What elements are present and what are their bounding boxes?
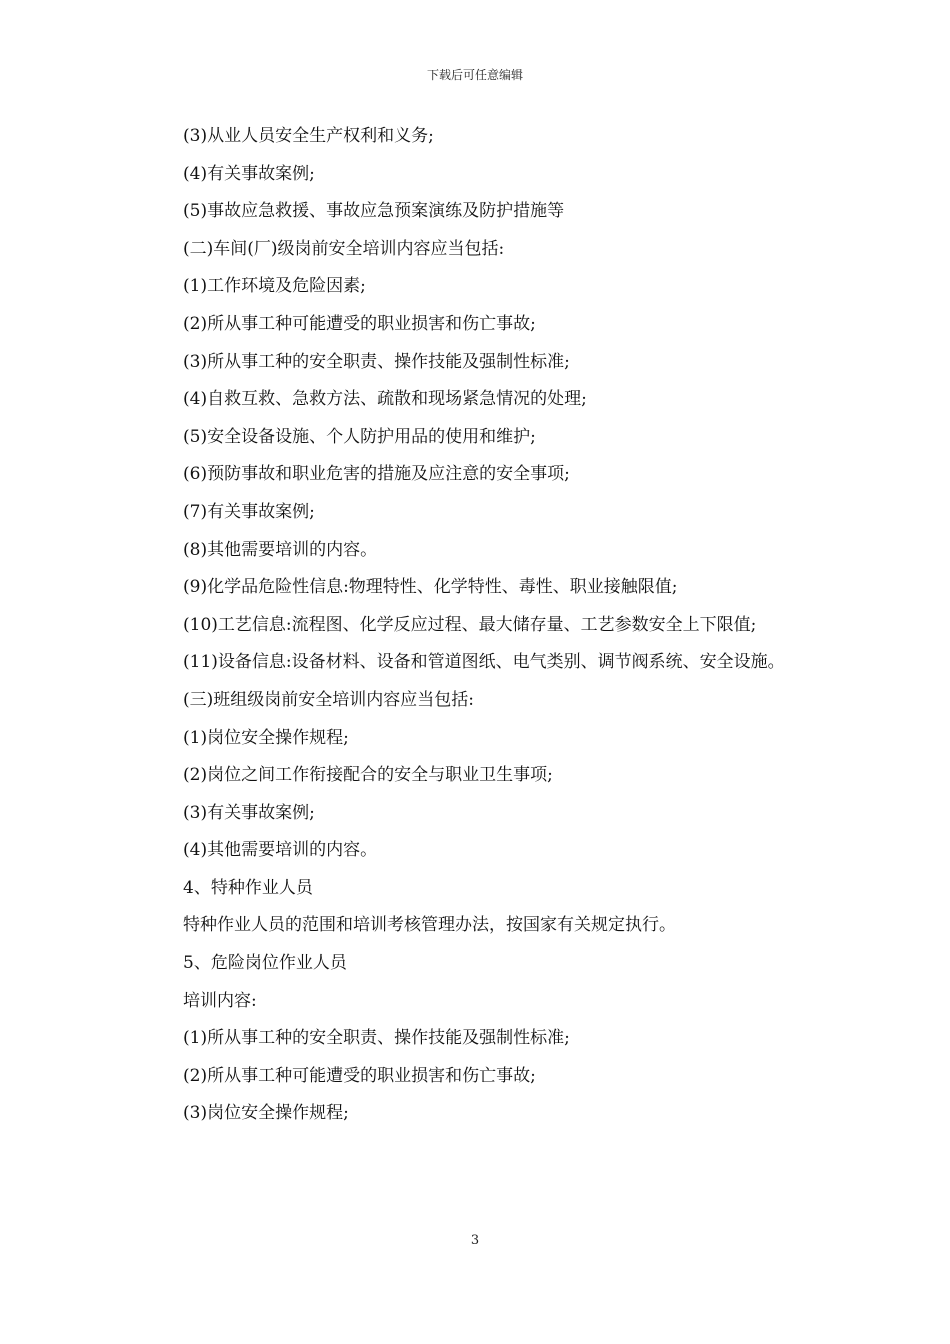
text-line: (4)其他需要培训的内容。 [183,840,378,861]
paragraph-process-info: (10)工艺信息:流程图、化学反应过程、最大储存量、工艺参数安全上下限值; [183,614,757,635]
section-heading: 5、危险岗位作业人员 [183,953,347,974]
text-line: (二)车间(厂)级岗前安全培训内容应当包括: [183,238,505,259]
text-line: (1)工作环境及危险因素; [183,276,366,297]
text-line: (3)所从事工种的安全职责、操作技能及强制性标准; [183,351,570,372]
text-line: (3)从业人员安全生产权利和义务; [183,126,434,146]
page-header: 下载后可任意编辑 [426,68,523,82]
text-line: (5)安全设备设施、个人防护用品的使用和维护; [183,426,536,447]
text-line: (1)岗位安全操作规程; [183,727,349,748]
text-line: (1)所从事工种的安全职责、操作技能及强制性标准; [183,1028,570,1049]
document-body [145,118,809,1133]
text-line: (三)班组级岗前安全培训内容应当包括: [183,689,474,710]
text-line: (4)自救互救、急救方法、疏散和现场紧急情况的处理; [183,389,587,410]
text-line: 特种作业人员的范围和培训考核管理办法，按国家有关规定执行。 [183,915,676,936]
section-heading: 4、特种作业人员 [183,877,313,898]
text-line: (3)岗位安全操作规程; [183,1103,349,1124]
text-line: (4)有关事故案例; [183,163,315,184]
paragraph-equipment-info: (11)设备信息:设备材料、设备和管道图纸、电气类别、调节阀系统、安全设施。 [183,652,785,673]
text-line: (2)岗位之间工作衔接配合的安全与职业卫生事项; [183,765,553,786]
text-line: (8)其他需要培训的内容。 [183,539,378,560]
text-line: (3)有关事故案例; [183,802,315,823]
text-line: (9)化学品危险性信息:物理特性、化学特性、毒性、职业接触限值; [183,577,678,598]
text-line: (5)事故应急救援、事故应急预案演练及防护措施等 [183,201,565,222]
page-number: 3 [470,1233,480,1248]
text-line: (2)所从事工种可能遭受的职业损害和伤亡事故; [183,1065,536,1086]
text-line: (7)有关事故案例; [183,501,315,522]
text-line: (2)所从事工种可能遭受的职业损害和伤亡事故; [183,313,536,334]
text-line: (6)预防事故和职业危害的措施及应注意的安全事项; [183,464,570,485]
text-line: 培训内容: [183,990,257,1011]
